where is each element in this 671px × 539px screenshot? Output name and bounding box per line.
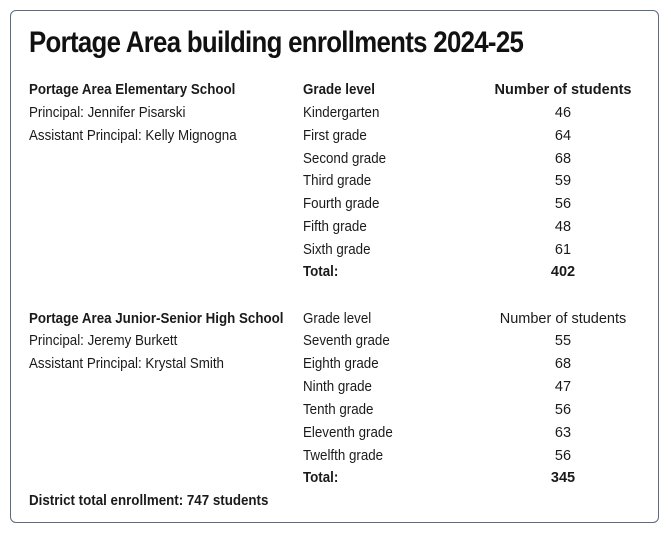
grade-label: Sixth grade: [303, 242, 371, 258]
grade-label: Fourth grade: [303, 196, 380, 212]
highschool-total-label: Total:: [303, 470, 339, 486]
student-count: 56: [554, 448, 572, 464]
grade-label: Seventh grade: [303, 333, 390, 349]
grade-label: Second grade: [303, 151, 387, 167]
highschool-students-header: Number of students: [499, 311, 627, 327]
elementary-total-value: 402: [550, 264, 576, 280]
student-count: 68: [554, 151, 572, 167]
highschool-total-value: 345: [550, 470, 576, 486]
student-count: 46: [554, 105, 572, 121]
grade-label: Third grade: [303, 173, 372, 189]
student-count: 68: [554, 356, 572, 372]
student-count: 47: [554, 379, 572, 395]
highschool-grade-header: Grade level: [303, 311, 372, 327]
grade-label: Twelfth grade: [303, 448, 384, 464]
student-count: 63: [554, 425, 572, 441]
elementary-total-label: Total:: [303, 264, 339, 280]
grade-label: First grade: [303, 128, 367, 144]
highschool-assistant-principal: Assistant Principal: Krystal Smith: [29, 356, 224, 372]
student-count: 61: [554, 242, 572, 258]
student-count: 59: [554, 173, 572, 189]
elementary-grade-header: Grade level: [303, 82, 375, 98]
elementary-school-name: Portage Area Elementary School: [29, 82, 236, 98]
grade-label: Kindergarten: [303, 105, 380, 121]
highschool-name: Portage Area Junior-Senior High School: [29, 311, 284, 327]
grade-label: Ninth grade: [303, 379, 372, 395]
grade-label: Tenth grade: [303, 402, 374, 418]
grade-label: Fifth grade: [303, 219, 367, 235]
grade-label: Eighth grade: [303, 356, 379, 372]
student-count: 64: [554, 128, 572, 144]
student-count: 48: [554, 219, 572, 235]
page-title: Portage Area building enrollments 2024-25: [29, 26, 524, 59]
elementary-principal: Principal: Jennifer Pisarski: [29, 105, 186, 121]
grade-label: Eleventh grade: [303, 425, 393, 441]
student-count: 56: [554, 402, 572, 418]
elementary-assistant-principal: Assistant Principal: Kelly Mignogna: [29, 128, 237, 144]
student-count: 56: [554, 196, 572, 212]
student-count: 55: [554, 333, 572, 349]
highschool-principal: Principal: Jeremy Burkett: [29, 333, 178, 349]
district-total-enrollment: District total enrollment: 747 students: [29, 493, 269, 509]
elementary-students-header: Number of students: [494, 82, 632, 98]
